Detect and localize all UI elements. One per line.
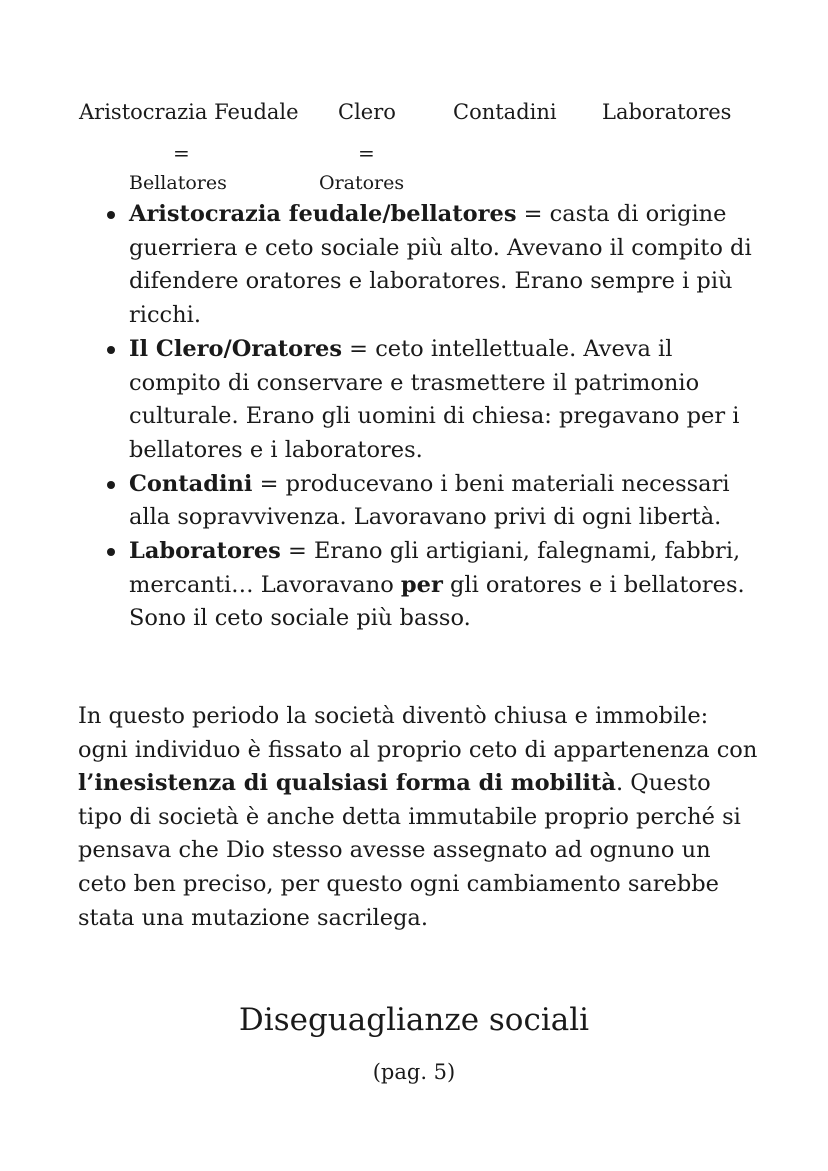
bullet-emphasis: per (400, 571, 443, 598)
list-item (104, 333, 764, 468)
class-contadini: Contadini (453, 100, 557, 124)
alias-oratores: Oratores (319, 172, 405, 194)
bullet-term: Il Clero/Oratores (129, 335, 343, 362)
society-paragraph (78, 700, 758, 935)
paragraph-emphasis: l’inesistenza di qualsiasi forma di mobilità (78, 770, 616, 797)
list-item (104, 198, 764, 333)
equals-sign-clero: = (358, 141, 375, 165)
list-item (104, 468, 764, 535)
equals-sign-aristocrazia: = (173, 141, 190, 165)
bullet-icon (107, 346, 115, 354)
bullet-text: = Erano gli artigiani, falegnami, fabbri, mercanti… Lavoravano (129, 538, 741, 598)
class-clero: Clero (338, 100, 396, 124)
class-aristocrazia: Aristocrazia Feudale (79, 100, 299, 124)
bullet-text: = producevano i beni materiali necessari alla sopravvivenza. Lavoravano privi di ogni libertà. (129, 470, 730, 531)
section-title: Diseguaglianze sociali (238, 1002, 590, 1038)
bullet-icon (107, 548, 115, 556)
bullet-term: Aristocrazia feudale/bellatores (129, 201, 517, 227)
list-item (104, 535, 764, 636)
paragraph-text: In questo periodo la società diventò chiusa e immobile: ogni individuo è fissato al proprio ceto di appartenenza con (78, 703, 758, 763)
class-description-list (104, 198, 764, 636)
bullet-term: Laboratores (129, 538, 281, 565)
bullet-text: = casta di origine guerriera e ceto sociale più alto. Avevano il compito di difendere oratores e laboratores. Erano sempre i più ricchi. (129, 201, 752, 329)
bullet-text-continued: gli oratores e i bellatores. Sono il ceto sociale più basso. (129, 571, 745, 632)
alias-bellatores: Bellatores (129, 172, 227, 194)
bullet-icon (107, 481, 115, 489)
bullet-text: = ceto intellettuale. Aveva il compito di conservare e trasmettere il patrimonio culturale. Erano gli uomini di chiesa: pregavano per i bellatores e i laboratores. (129, 335, 740, 463)
class-laboratores: Laboratores (602, 100, 732, 124)
page-reference: (pag. 5) (372, 1060, 456, 1084)
paragraph-text-continued: . Questo tipo di società è anche detta immutabile proprio perché si pensava che Dio stesso avesse assegnato ad ognuno un ceto ben preciso, per questo ogni cambiamento sarebbe stata una mutazione sacrilega. (78, 770, 741, 931)
bullet-icon (107, 211, 115, 219)
bullet-term: Contadini (129, 470, 253, 497)
